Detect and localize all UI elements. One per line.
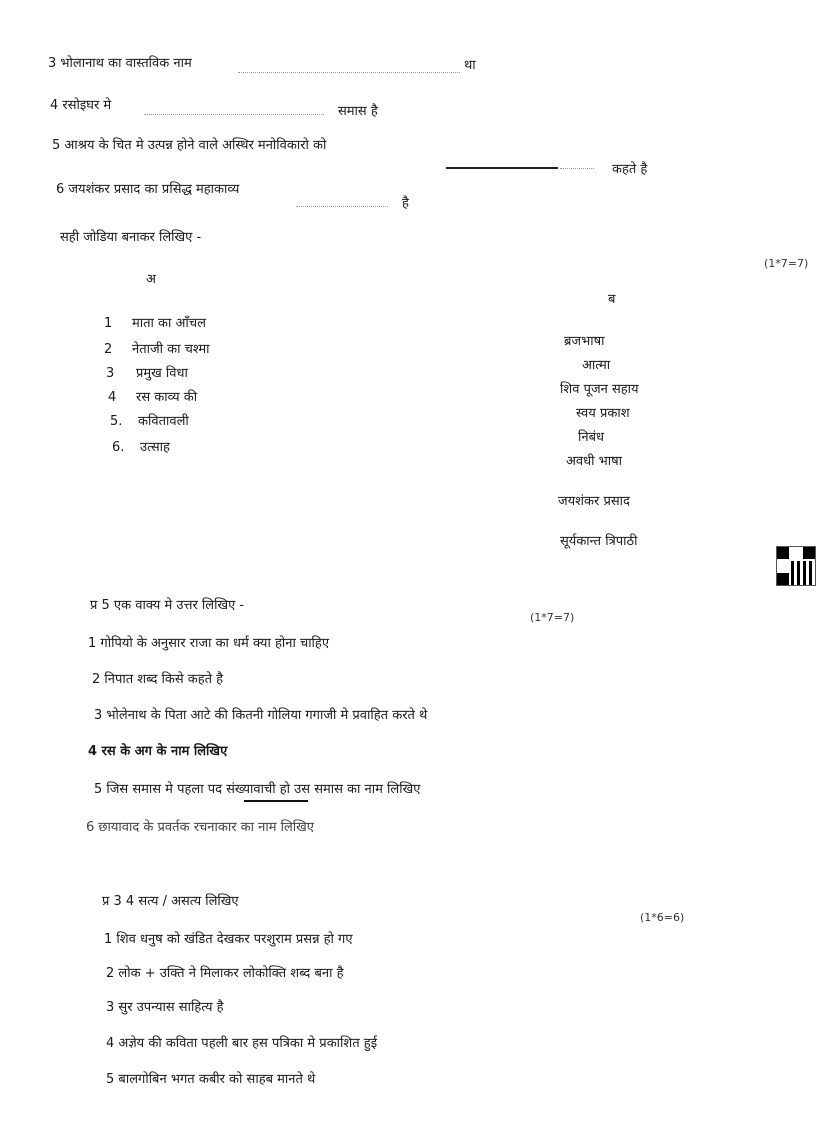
one-sentence-marks: (1*7=7) [530,611,575,624]
one-sentence-q1: 1 गोपियो के अनुसार राजा का धर्म क्या होना चाहिए [88,636,330,651]
col-b-item: निबंध [578,430,605,445]
col-a-num: 2 [104,342,113,357]
column-b-header: ब [608,292,616,307]
one-sentence-title: प्र 5 एक वाक्य मे उत्तर लिखिए - [90,598,245,613]
fill-blank-5-suffix: कहते है [612,162,648,177]
column-a-header: अ [146,272,156,287]
col-a-num: 6. [112,440,125,455]
col-b-item: आत्मा [582,358,611,373]
fill-blank-3-suffix: था [464,58,476,73]
fill-blank-4-suffix: समास है [338,104,378,119]
col-a-item: कवितावली [138,414,189,429]
blank-line [560,168,594,169]
fill-blank-5: 5 आश्रय के चित मे उत्पन्न होने वाले अस्थिर मनोविकारो को [52,138,327,153]
one-sentence-q4: 4 रस के अग के नाम लिखिए [88,744,228,759]
blank-line [296,206,388,207]
col-b-item: स्वय प्रकाश [576,406,630,421]
match-section-title: सही जोडिया बनाकर लिखिए - [60,230,202,245]
true-false-q5: 5 बालगोबिन भगत कबीर को साहब मानते थे [106,1072,316,1087]
true-false-marks: (1*6=6) [640,911,685,924]
fill-blank-4: 4 रसोइघर मे [50,98,112,113]
one-sentence-q3: 3 भोलेनाथ के पिता आटे की कितनी गोलिया गगाजी मे प्रवाहित करते थे [94,708,428,723]
col-b-item: जयशंकर प्रसाद [558,494,630,509]
fill-blank-3: 3 भोलानाथ का वास्तविक नाम [48,56,192,71]
handwritten-underline [244,800,308,802]
col-a-num: 3 [106,366,115,381]
match-section-marks: (1*7=7) [764,257,809,270]
true-false-q2: 2 लोक + उक्ति ने मिलाकर लोकोक्ति शब्द बना है [106,966,344,981]
true-false-q1: 1 शिव धनुष को खंडित देखकर परशुराम प्रसन्न हो गए [104,932,353,947]
handwritten-mark [446,167,558,169]
col-b-item: सूर्यकान्त त्रिपाठी [560,534,638,549]
col-a-item: प्रमुख विधा [136,366,188,381]
one-sentence-q6: 6 छायावाद के प्रवर्तक रचनाकार का नाम लिखिए [86,820,314,835]
true-false-q4: 4 अज्ञेय की कविता पहली बार हस पत्रिका मे प्रकाशित हुई [106,1036,378,1051]
col-a-num: 1 [104,316,113,331]
blank-line [238,72,460,73]
fill-blank-6-suffix: है [402,196,409,211]
one-sentence-q5: 5 जिस समास मे पहला पद संख्यावाची हो उस समास का नाम लिखिए [94,782,421,797]
col-a-item: उत्साह [140,440,170,455]
qr-code-icon [776,546,816,586]
col-a-num: 5. [110,414,123,429]
blank-line [144,114,324,115]
col-a-item: रस काव्य की [136,390,198,405]
col-a-item: माता का आँचल [132,316,206,331]
one-sentence-q2: 2 निपात शब्द किसे कहते है [92,672,224,687]
true-false-q3: 3 सुर उपन्यास साहित्य है [106,1000,224,1015]
col-a-num: 4 [108,390,117,405]
fill-blank-6: 6 जयशंकर प्रसाद का प्रसिद्ध महाकाव्य [56,182,240,197]
col-b-item: शिव पूजन सहाय [560,382,639,397]
true-false-title: प्र 3 4 सत्य / असत्य लिखिए [102,894,239,909]
col-b-item: ब्रजभाषा [564,334,605,349]
col-b-item: अवधी भाषा [566,454,623,469]
col-a-item: नेताजी का चश्मा [132,342,210,357]
